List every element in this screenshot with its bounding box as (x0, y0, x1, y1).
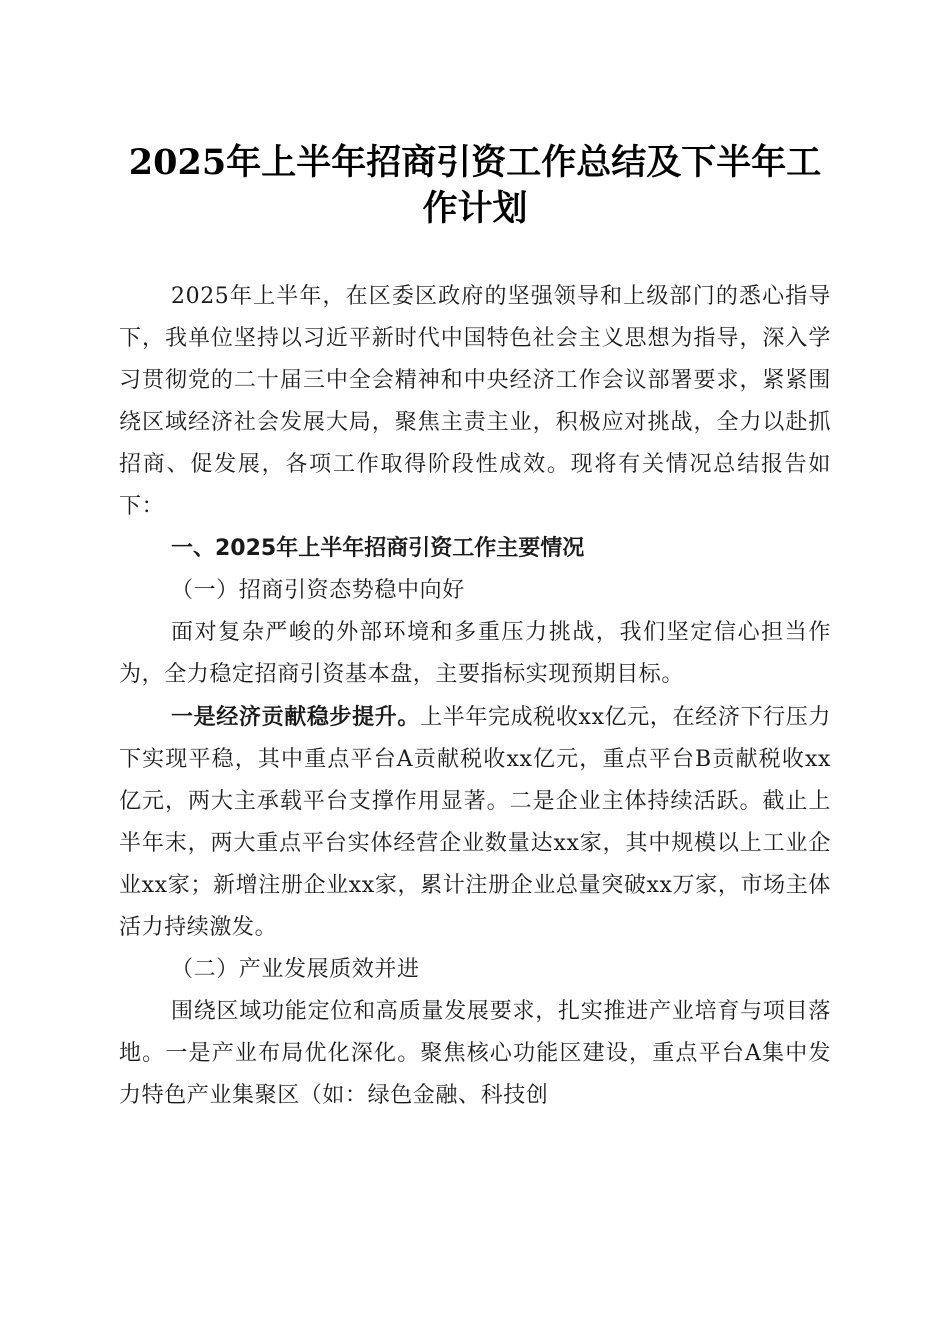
paragraph-lead: 一是经济贡献稳步提升。 (171, 704, 421, 730)
paragraph-text: 上半年完成税收xx亿元，在经济下行压力下实现平稳，其中重点平台A贡献税收xx亿元，重点平台B贡献税收xx亿元，两大主承载平台支撑作用显著。二是企业主体持续活跃。截止上半年末，两大重点平台实体经营企业数量达xx家，其中规模以上工业企业xx家；新增注册企业xx家，累计注册企业总量突破xx万家，市场主体活力持续激发。 (119, 705, 831, 940)
section-1-heading: 一、2025年上半年招商引资工作主要情况 (171, 536, 585, 561)
subsection-1-paragraph-1: 面对复杂严峻的外部环境和多重压力挑战，我们坚定信心担当作为，全力稳定招商引资基本盘，主要指标实现预期目标。 (119, 620, 831, 687)
subsection-2-paragraph-1: 围绕区域功能定位和高质量发展要求，扎实推进产业培育与项目落地。一是产业布局优化深化。聚焦核心功能区建设，重点平台A集中发力特色产业集聚区（如：绿色金融、科技创 (119, 999, 831, 1108)
subsection-1-paragraph-2 (119, 696, 831, 949)
title-line-2: 作计划 (422, 188, 528, 229)
subsection-2-heading: （二）产业发展质效并进 (171, 957, 420, 982)
intro-paragraph: 2025年上半年，在区委区政府的坚强领导和上级部门的悉心指导下，我单位坚持以习近平新时代中国特色社会主义思想为指导，深入学习贯彻党的二十届三中全会精神和中央经济工作会议部署要求，紧紧围绕区域经济社会发展大局，聚焦主责主业，积极应对挑战，全力以赴抓招商、促发展，各项工作取得阶段性成效。现将有关情况总结报告如下： (119, 284, 831, 519)
document-body (119, 276, 831, 1117)
title-line-1: 2025年上半年招商引资工作总结及下半年工 (128, 142, 822, 183)
subsection-1-heading: （一）招商引资态势稳中向好 (171, 578, 465, 603)
document-title (110, 140, 840, 232)
